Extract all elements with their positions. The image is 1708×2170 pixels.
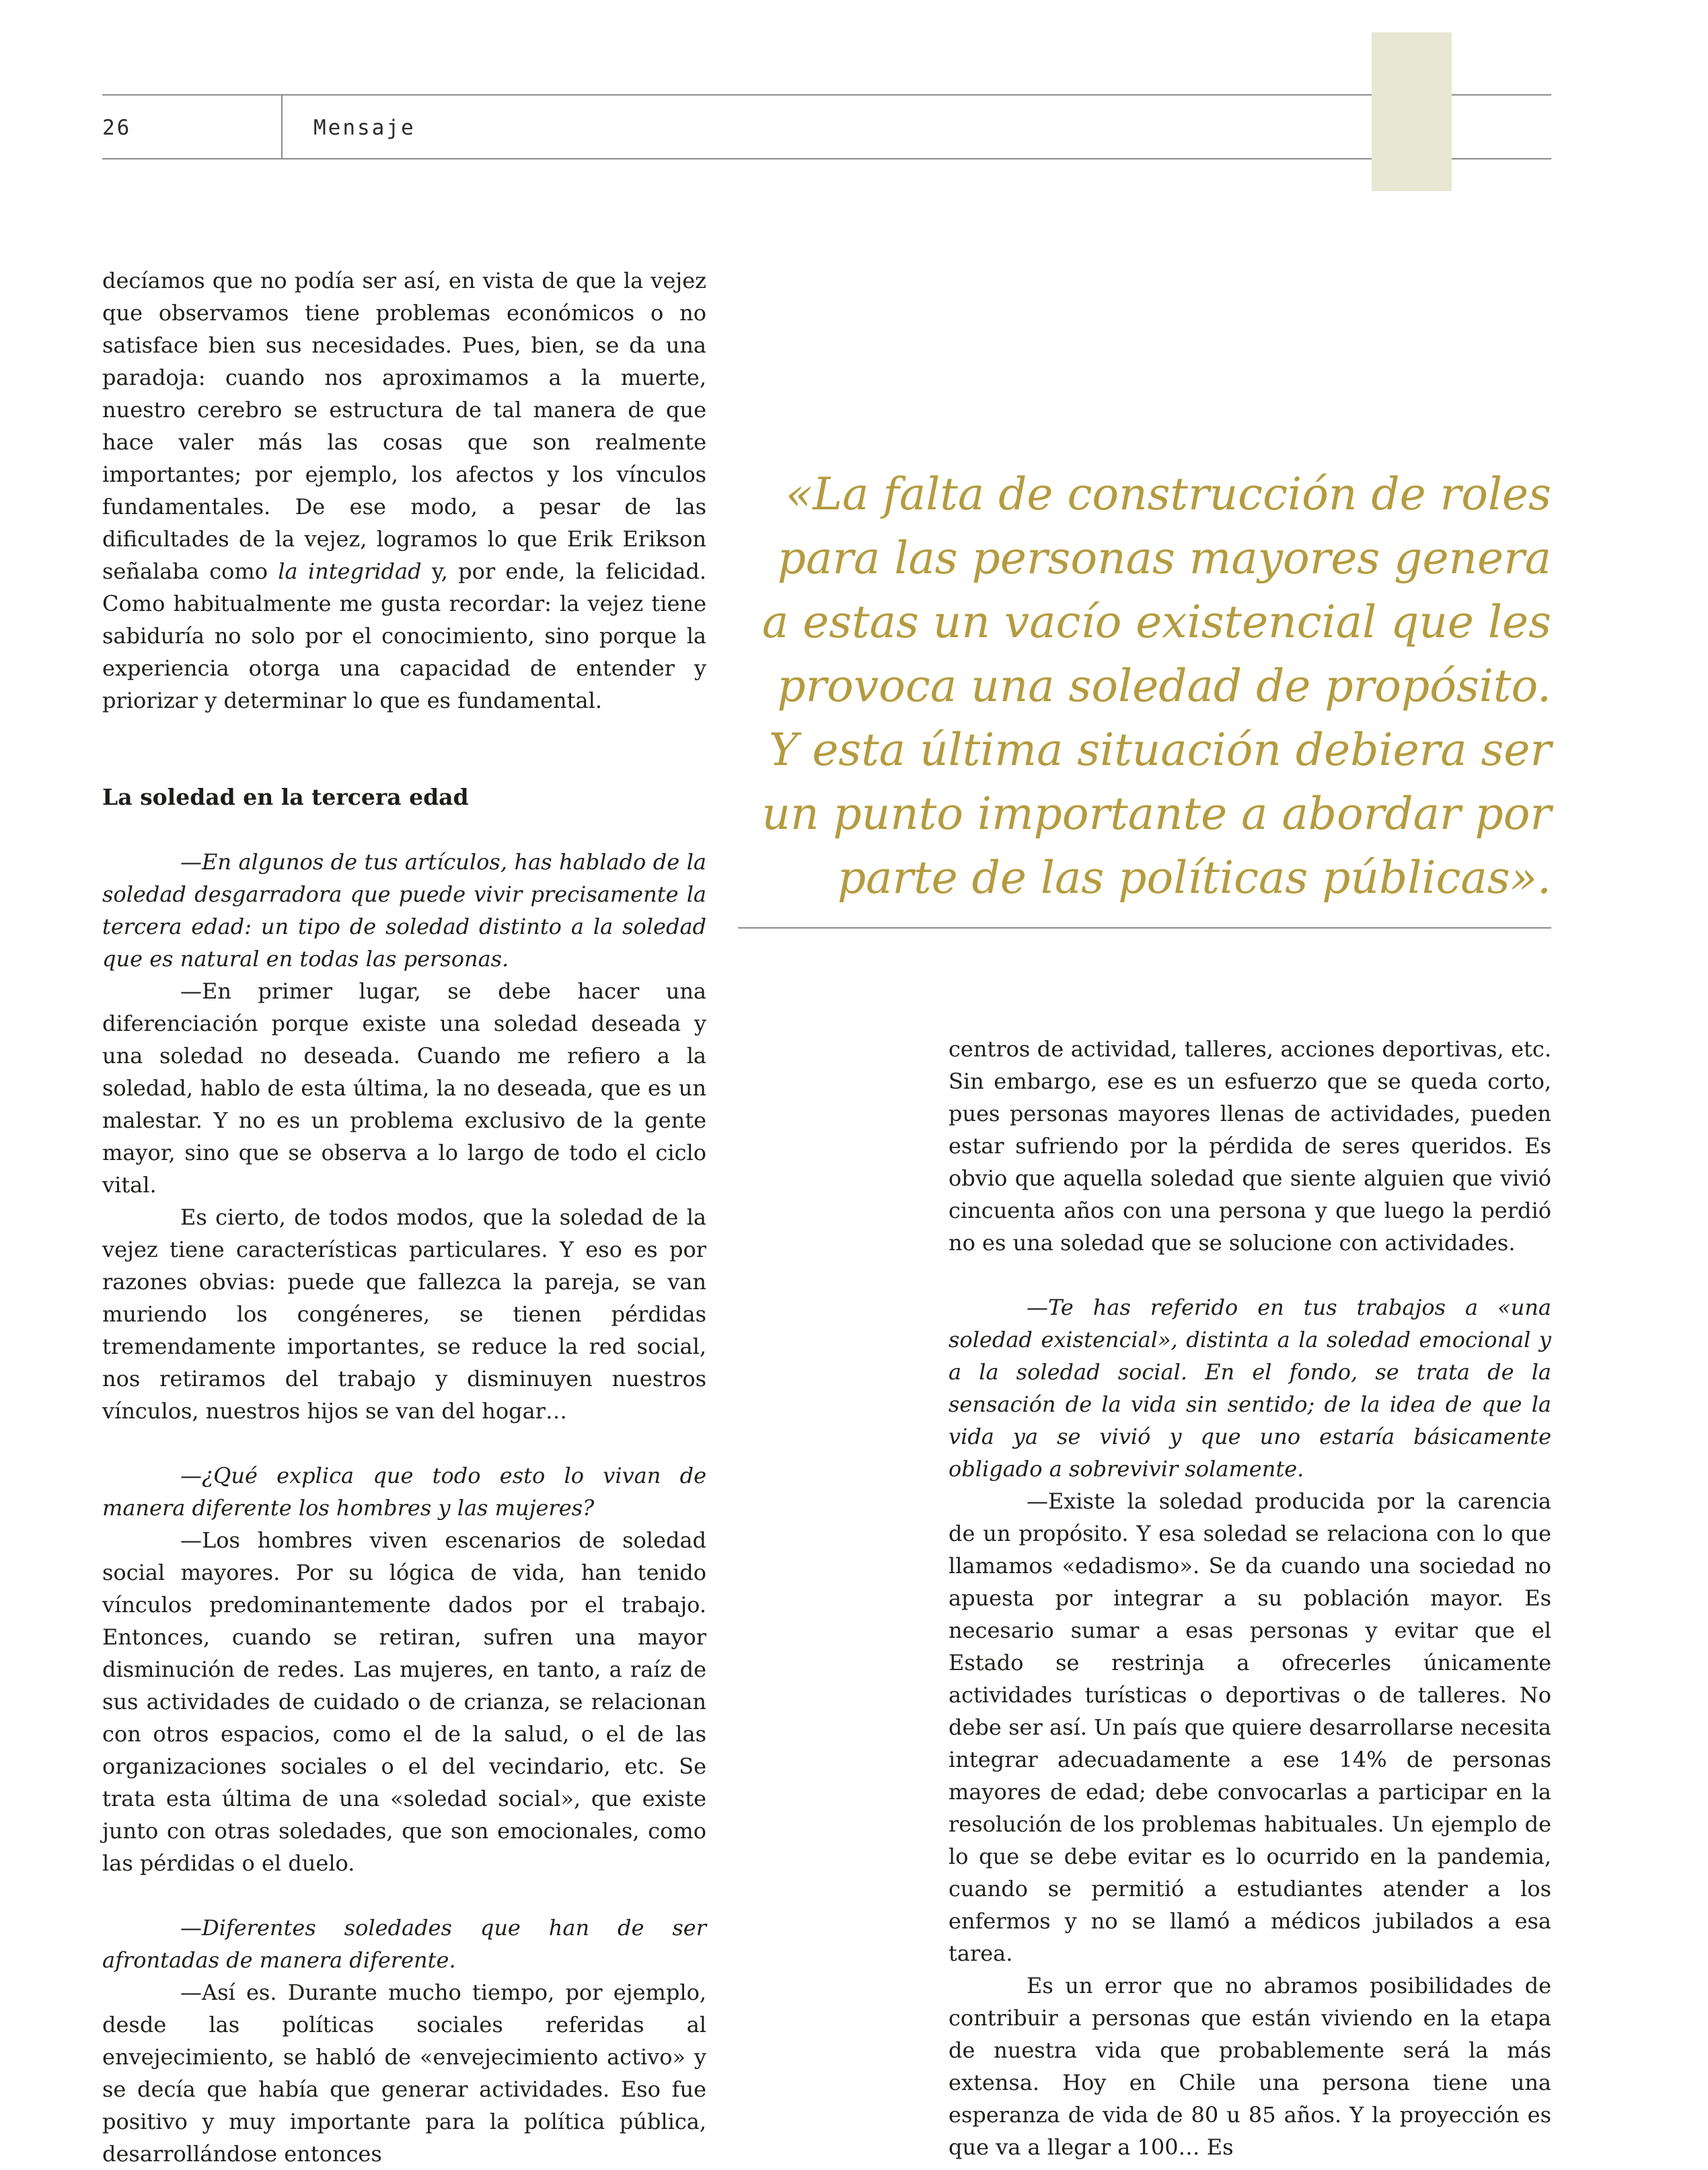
interview-answer: —Así es. Durante mucho tiempo, por ejemplo, desde las políticas sociales referidas al envejecimiento, se habló de «envejecimiento activo» y se decía que había que generar actividades. Eso fue positivo y muy importante para la política pública, desarrollándose entonces (102, 1980, 706, 2167)
body-text: y, por ende, la felicidad. Como habitualmente me gusta recordar: la vejez tiene sabiduría no solo por el conocimiento, sino porque la experiencia otorga una capacidad de entender y priorizar y determinar lo que es fundamental. (102, 558, 707, 713)
article-column-left (102, 264, 706, 2170)
interview-answer: —Los hombres viven escenarios de soledad social mayores. Por su lógica de vida, han tenido vínculos predominantemente dados por el trabajo. Entonces, cuando se retiran, sufren una mayor disminución de redes. Las mujeres, en tanto, a raíz de sus actividades de cuidado o de crianza, se relacionan con otros espacios, como el de la salud, o el de las organizaciones sociales o el del vecindario, etc. Se trata esta última de una «soledad social», que existe junto con otras soledades, que son emocionales, como las pérdidas o el duelo. (102, 1527, 706, 1876)
pull-quote-rule (738, 927, 1551, 929)
interview-question: —Te has referido en tus trabajos a «una soledad existencial», distinta a la soledad emocional y a la soledad social. En el fondo, se trata de la sensación de la vida sin sentido; de la idea de que la vida ya se vivió y que uno estaría básicamente obligado a sobrevivir solamente. (949, 1295, 1551, 1482)
pull-quote: «La falta de construcción de roles para las personas mayores genera a estas un vacío existencial que les provoca una soledad de propósito. Y esta última situación debiera ser un punto importante a abordar por parte de las políticas públicas». (762, 468, 1551, 904)
body-text: decíamos que no podía ser así, en vista de que la vejez que observamos tiene problemas económicos o no satisface bien sus necesidades. Pues, bien, se da una paradoja: cuando nos aproximamos a la muerte, nuestro cerebro se estructura de tal manera de que hace valer más las cosas que son realmente importantes; por ejemplo, los afectos y los vínculos fundamentales. De ese modo, a pesar de las dificultades de la vejez, logramos lo que Erik Erikson señalaba como (102, 268, 706, 584)
interview-answer: Es cierto, de todos modos, que la soledad de la vejez tiene características particulares. Y eso es por razones obvias: puede que fallezca la pareja, se van muriendo los congéneres, se tienen pérdidas tremendamente importantes, se reduce la red social, nos retiramos del trabajo y disminuyen nuestros vínculos, nuestros hijos se van del hogar… (102, 1204, 706, 1424)
page-number: 26 (102, 116, 132, 140)
interview-answer: centros de actividad, talleres, acciones deportivas, etc. Sin embargo, ese es un esfuerzo que se queda corto, pues personas mayores llenas de actividades, pueden estar sufriendo por la pérdida de seres queridos. Es obvio que aquella soledad que siente alguien que vivió cincuenta años con una persona y que luego la perdió no es una soledad que se solucione con actividades. (949, 1036, 1551, 1256)
interview-question: —¿Qué explica que todo esto lo vivan de manera diferente los hombres y las mujeres? (102, 1463, 706, 1521)
body-paragraph (102, 264, 706, 717)
section-heading: La soledad en la tercera edad (102, 784, 469, 810)
emphasis-text: la integridad (278, 558, 422, 584)
section-name: Mensaje (313, 116, 416, 140)
interview-answer: —Existe la soledad producida por la carencia de un propósito. Y esa soledad se relaciona con lo que llamamos «edadismo». Se da cuando una sociedad no apuesta por integrar a su población mayor. Es necesario sumar a esas personas y evitar que el Estado se restrinja a ofrecerles únicamente actividades turísticas o deportivas o de talleres. No debe ser así. Un país que quiere desarrollarse necesita integrar adecuadamente a ese 14% de personas mayores de edad; debe convocarlas a participar en la resolución de los problemas habituales. Un ejemplo de lo que se debe evitar es lo ocurrido en la pandemia, cuando se permitió a estudiantes atender a los enfermos y no se llamó a médicos jubilados a esa tarea. (949, 1488, 1551, 1966)
article-column-right (949, 1033, 1551, 2163)
header-bottom-rule (102, 158, 1551, 159)
interview-question: —Diferentes soledades que han de ser afrontadas de manera diferente. (102, 1915, 706, 1973)
interview-answer: Es un error que no abramos posibilidades de contribuir a personas que están viviendo en la etapa de nuestra vida que probablemente será la más extensa. Hoy en Chile una persona tiene una esperanza de vida de 80 u 85 años. Y la proyección es que va a llegar a 100… Es (949, 1973, 1551, 2160)
header-top-rule (102, 94, 1551, 96)
interview-answer: —En primer lugar, se debe hacer una diferenciación porque existe una soledad deseada y una soledad no deseada. Cuando me refiero a la soledad, hablo de esta última, la no deseada, que es un malestar. Y no es un problema exclusivo de la gente mayor, sino que se observa a lo largo de todo el ciclo vital. (102, 978, 706, 1198)
header-divider (281, 95, 283, 158)
interview-question: —En algunos de tus artículos, has hablado de la soledad desgarradora que puede vivir precisamente la tercera edad: un tipo de soledad distinto a la soledad que es natural en todas las personas. (102, 849, 706, 972)
section-color-tab (1372, 32, 1452, 191)
